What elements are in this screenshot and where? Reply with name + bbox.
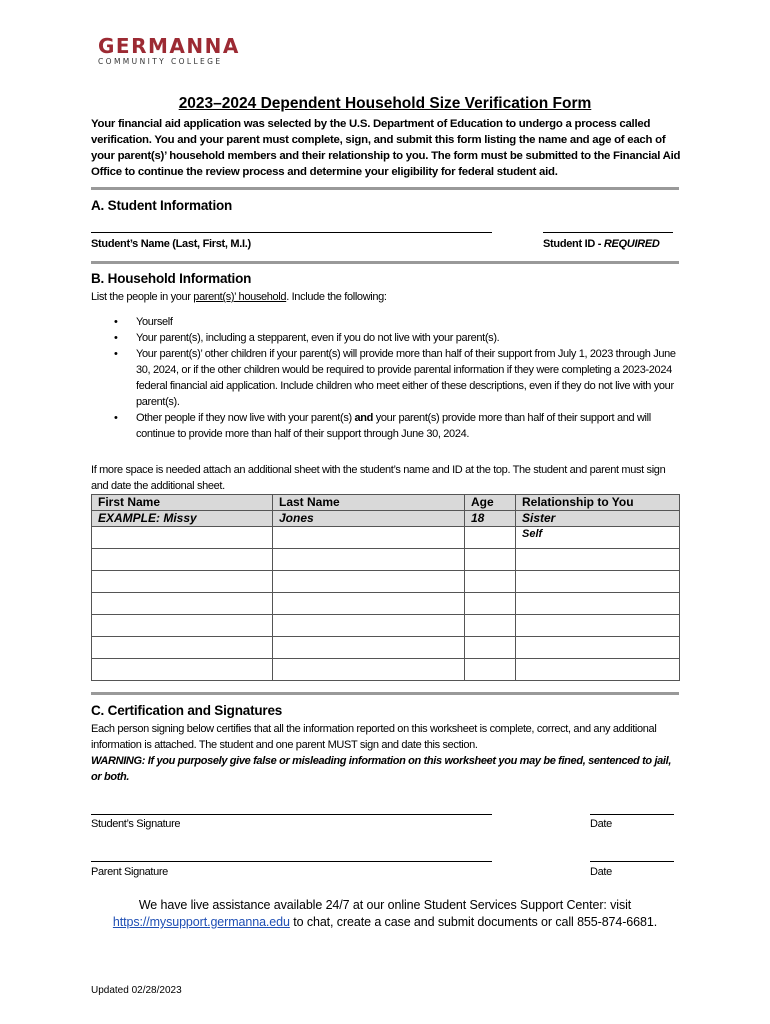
example-last-name: Jones [273,511,465,527]
form-title: 2023–2024 Dependent Household Size Verification Form [178,95,592,112]
parent-signature-label: Parent Signature [91,866,168,878]
last-name-cell[interactable] [273,571,465,593]
student-id-line[interactable] [543,232,673,233]
last-name-cell[interactable] [273,615,465,637]
list-item: • Yourself [91,314,691,330]
updated-date: Updated 02/28/2023 [91,985,182,996]
header-last-name: Last Name [273,495,465,511]
student-signature-line[interactable] [91,814,492,815]
first-name-cell[interactable] [92,527,273,549]
first-name-cell[interactable] [92,615,273,637]
household-bullet-list [91,314,691,442]
relationship-cell[interactable] [516,593,680,615]
age-cell[interactable] [465,637,516,659]
college-logo-subtitle: COMMUNITY COLLEGE [98,57,223,66]
relationship-cell[interactable] [516,659,680,681]
support-text-line2: https://mysupport.germanna.edu to chat, create a case and submit documents or call 855-874-6681. [112,915,658,929]
student-name-label: Student’s Name (Last, First, M.I.) [91,238,251,250]
household-table [91,494,680,681]
table-row [92,659,680,681]
parent-date-label: Date [590,866,612,878]
section-c-heading: C. Certification and Signatures [91,703,283,718]
table-header-row [92,495,680,511]
table-row [92,615,680,637]
college-logo-wordmark: GERMANNA [98,34,240,58]
intro-paragraph: Your financial aid application was selected by the U.S. Department of Education to undergo a process called verification. You and your parent must complete, sign, and submit this form listing the name and age of each of your parent(s)’ household members and their relationship to you. The form must be submitted to the Financial Aid Office to continue the review process and determine your eligibility for federal student aid. [91,118,681,178]
last-name-cell[interactable] [273,527,465,549]
age-cell[interactable] [465,593,516,615]
example-first-name: EXAMPLE: Missy [92,511,273,527]
student-date-label: Date [590,818,612,830]
student-date-line[interactable] [590,814,674,815]
warning-text: WARNING: If you purposely give false or misleading information on this worksheet you may be fined, sentenced to jail, or both. [91,755,672,783]
table-row [92,549,680,571]
example-row [92,511,680,527]
student-id-label: Student ID - REQUIRED [543,238,660,250]
required-marker: REQUIRED [603,238,660,250]
support-link[interactable]: https://mysupport.germanna.edu [112,915,290,929]
student-name-line[interactable] [91,232,492,233]
household-lead-text: List the people in your parent(s)’ household. Include the following: [91,291,387,303]
first-name-cell[interactable] [92,549,273,571]
last-name-cell[interactable] [273,549,465,571]
section-divider [91,692,679,695]
list-item: • Your parent(s), including a stepparent, even if you do not live with your parent(s). [91,330,691,346]
relationship-cell[interactable] [516,549,680,571]
list-item: • Your parent(s)’ other children if your parent(s) will provide more than half of their support from July 1, 2023 through June 30, 2024, or if the other children would be required to provide parental information if they were completing a 2023-2024 federal financial aid application. Include children who meet either of these descriptions, even if they do not live with your parent(s). [91,346,691,410]
list-item: • Other people if they now live with your parent(s) and your parent(s) provide more than half of their support and will continue to provide more than half of their support through June 30, 2024. [91,410,691,442]
age-cell[interactable] [465,659,516,681]
first-name-cell[interactable] [92,637,273,659]
last-name-cell[interactable] [273,637,465,659]
student-signature-label: Student’s Signature [91,818,181,830]
last-name-cell[interactable] [273,593,465,615]
relationship-cell[interactable] [516,637,680,659]
table-row [92,637,680,659]
support-info [0,897,770,931]
relationship-cell-self: Self [516,527,680,549]
relationship-cell[interactable] [516,615,680,637]
first-name-cell[interactable] [92,659,273,681]
first-name-cell[interactable] [92,593,273,615]
table-row [92,593,680,615]
certification-text: Each person signing below certifies that all the information reported on this worksheet is complete, correct, and any additional information is attached. The student and one parent MUST sign and date this section. [91,723,657,751]
parent-signature-line[interactable] [91,861,492,862]
parent-date-line[interactable] [590,861,674,862]
support-text: We have live assistance available 24/7 at our online Student Services Support Center: visit [138,898,632,912]
section-a-heading: A. Student Information [91,198,233,213]
example-relationship: Sister [516,511,680,527]
header-age: Age [465,495,516,511]
age-cell[interactable] [465,549,516,571]
age-cell[interactable] [465,615,516,637]
section-b-heading: B. Household Information [91,271,252,286]
table-row [92,527,680,549]
section-divider [91,261,679,264]
additional-sheet-note: If more space is needed attach an additional sheet with the student’s name and ID at the top. The student and parent must sign and date the additional sheet. [91,464,666,492]
first-name-cell[interactable] [92,571,273,593]
example-age: 18 [465,511,516,527]
age-cell[interactable] [465,571,516,593]
age-cell[interactable] [465,527,516,549]
last-name-cell[interactable] [273,659,465,681]
section-divider [91,187,679,190]
header-relationship: Relationship to You [516,495,680,511]
header-first-name: First Name [92,495,273,511]
relationship-cell[interactable] [516,571,680,593]
table-row [92,571,680,593]
